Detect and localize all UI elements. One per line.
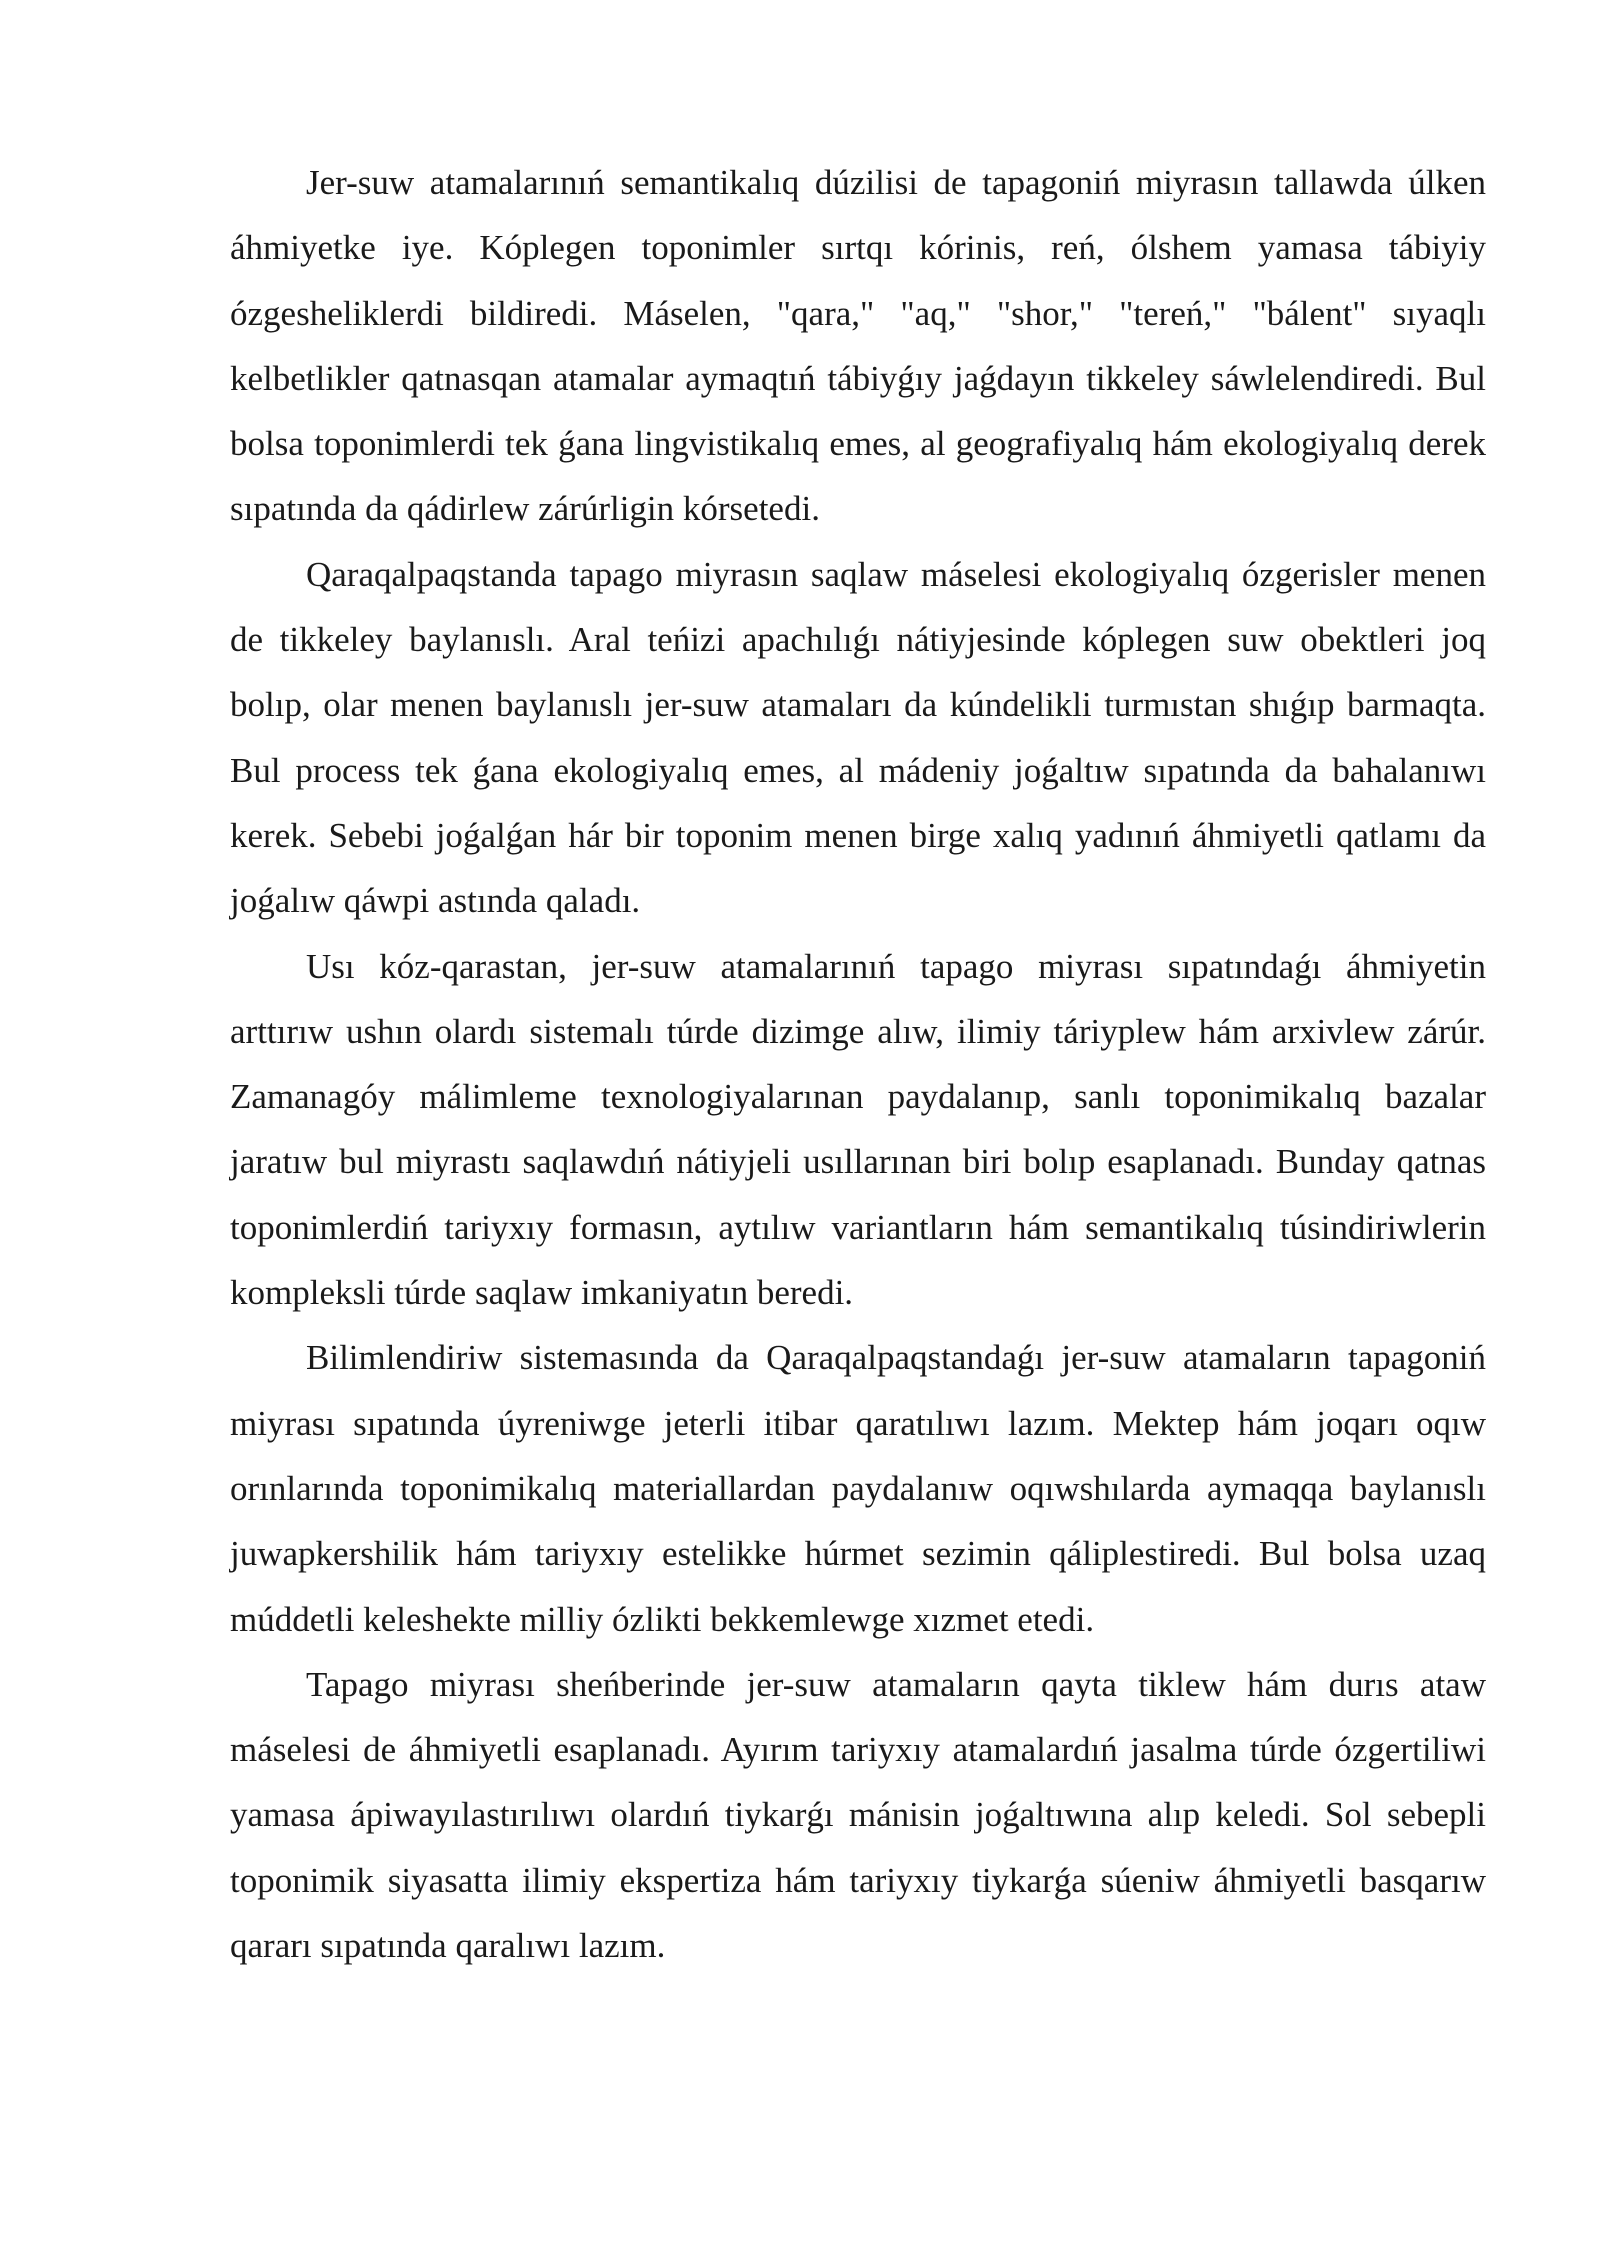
- paragraph-2: Qaraqalpaqstanda tapago miyrasın saqlaw máselesi ekologiyalıq ózgerisler menen de tikkeley baylanıslı. Aral teńizi apachılıǵı nátiyjesinde kóplegen suw obektleri joq bolıp, olar menen baylanıslı jer-suw atamaları da kúndelikli turmıstan shıǵıp barmaqta. Bul process tek ǵana ekologiyalıq emes, al mádeniy joǵaltıw sıpatında da bahalanıwı kerek. Sebebi joǵalǵan hár bir toponim menen birge xalıq yadınıń áhmiyetli qatlamı da joǵalıw qáwpi astında qaladı.: [230, 554, 1486, 921]
- paragraph-3: Usı kóz-qarastan, jer-suw atamalarınıń tapago miyrası sıpatındaǵı áhmiyetin arttırıw ushın olardı sistemalı túrde dizimge alıw, ilimiy táriyplew hám arxivlew zárúr. Zamanagóy málimleme texnologiyalarınan paydalanıp, sanlı toponimikalıq bazalar jaratıw bul miyrastı saqlawdıń nátiyjeli usıllarınan biri bolıp esaplanadı. Bunday qatnas toponimlerdiń tariyxıy formasın, aytılıw variantların hám semantikalıq túsindiriwlerin kompleksli túrde saqlaw imkaniyatın beredi.: [230, 946, 1486, 1313]
- document-page: [230, 150, 1486, 1978]
- paragraph-4: Bilimlendiriw sistemasında da Qaraqalpaqstandaǵı jer-suw atamaların tapagoniń miyrası sıpatında úyreniwge jeterli itibar qaratılıwı lazım. Mektep hám joqarı oqıw orınlarında toponimikalıq materiallardan paydalanıw oqıwshılarda aymaqqa baylanıslı juwapkershilik hám tariyxıy estelikke húrmet sezimin qáliplestiredi. Bul bolsa uzaq múddetli keleshekte milliy ózlikti bekkemlewge xızmet etedi.: [230, 1338, 1486, 1639]
- paragraph-1: Jer-suw atamalarınıń semantikalıq dúzilisi de tapagoniń miyrasın tallawda úlken áhmiyetke iye. Kóplegen toponimler sırtqı kórinis, reń, ólshem yamasa tábiyiy ózgesheliklerdi bildiredi. Máselen, "qara," "aq," "shor," "tereń," "bálent" sıyaqlı kelbetlikler qatnasqan atamalar aymaqtıń tábiyǵıy jaǵdayın tikkeley sáwlelendiredi. Bul bolsa toponimlerdi tek ǵana lingvistikalıq emes, al geografiyalıq hám ekologiyalıq derek sıpatında da qádirlew zárúrligin kórsetedi.: [230, 163, 1486, 529]
- paragraph-5: Tapago miyrası sheńberinde jer-suw atamaların qayta tiklew hám durıs ataw máselesi de áhmiyetli esaplanadı. Ayırım tariyxıy atamalardıń jasalma túrde ózgertiliwi yamasa ápiwayılastırılıwı olardıń tiykarǵı mánisin joǵaltıwına alıp keledi. Sol sebepli toponimik siyasatta ilimiy ekspertiza hám tariyxıy tiykarǵa súeniw áhmiyetli basqarıw qararı sıpatında qaralıwı lazım.: [230, 1664, 1486, 1966]
